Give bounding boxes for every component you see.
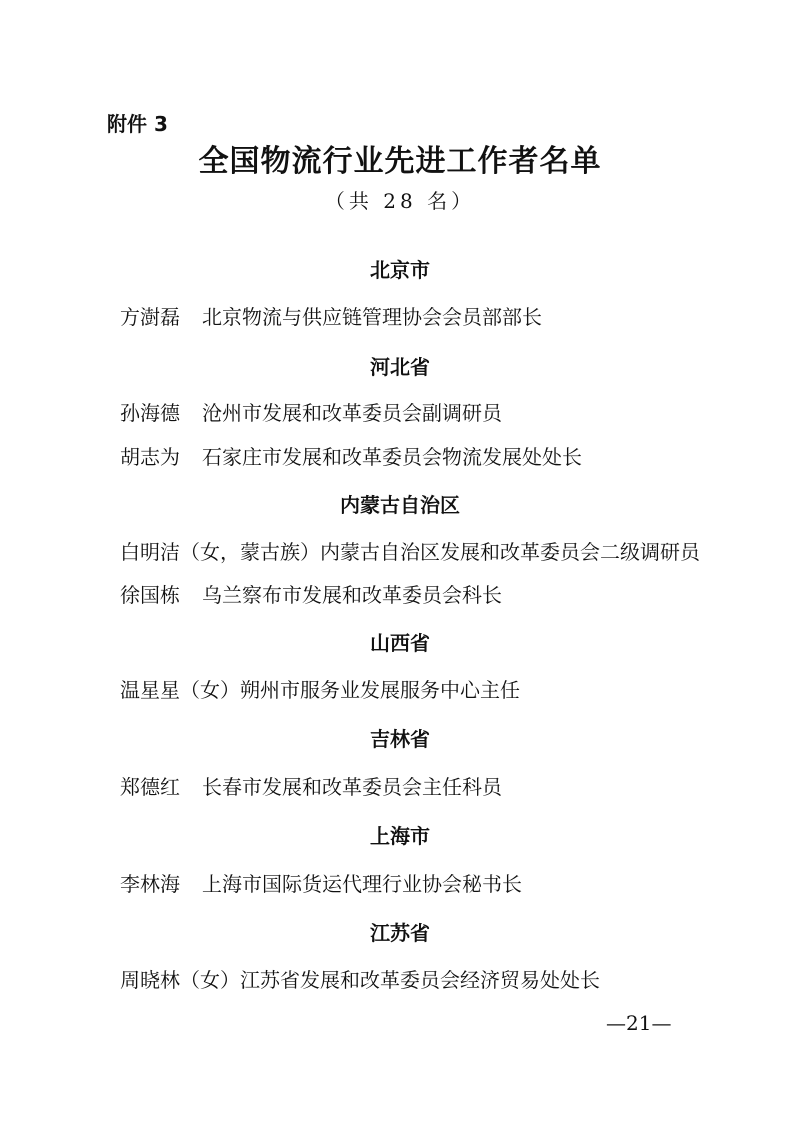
list-item — [120, 967, 780, 993]
list-item — [120, 539, 780, 565]
person-name: 方澍磊 — [120, 305, 180, 329]
person-name: 温星星（女） — [120, 678, 240, 702]
person-name: 徐国栋 — [120, 583, 180, 607]
person-title: 江苏省发展和改革委员会经济贸易处处长 — [240, 968, 600, 992]
region-heading-shanxi: 山西省 — [370, 631, 430, 655]
list-item — [120, 871, 780, 897]
person-title: 北京物流与供应链管理协会会员部部长 — [202, 305, 542, 329]
region-heading-shanghai: 上海市 — [370, 824, 430, 848]
region-heading-jiangsu: 江苏省 — [370, 921, 430, 945]
person-name: 周晓林（女） — [120, 968, 240, 992]
list-item — [120, 582, 780, 608]
person-title: 石家庄市发展和改革委员会物流发展处处长 — [202, 445, 582, 469]
person-title: 长春市发展和改革委员会主任科员 — [202, 775, 502, 799]
person-name: 李林海 — [120, 872, 180, 896]
person-name: 胡志为 — [120, 445, 180, 469]
page-number: —21— — [606, 1011, 672, 1035]
region-heading-hebei: 河北省 — [370, 355, 430, 379]
person-name: 郑德红 — [120, 775, 180, 799]
person-title: 朔州市服务业发展服务中心主任 — [240, 678, 520, 702]
region-heading-inner-mongolia: 内蒙古自治区 — [340, 493, 460, 517]
list-item — [120, 304, 780, 330]
page-subtitle: （共 28 名） — [324, 189, 476, 213]
list-item — [120, 444, 780, 470]
list-item — [120, 774, 780, 800]
person-name: 白明洁（女，蒙古族） — [120, 540, 320, 564]
attachment-label: 附件 3 — [107, 112, 168, 136]
list-item — [120, 677, 780, 703]
person-name: 孙海德 — [120, 401, 180, 425]
region-heading-beijing: 北京市 — [370, 258, 430, 282]
page-title: 全国物流行业先进工作者名单 — [198, 144, 602, 179]
person-title: 沧州市发展和改革委员会副调研员 — [202, 401, 502, 425]
list-item — [120, 400, 780, 426]
person-title: 乌兰察布市发展和改革委员会科长 — [202, 583, 502, 607]
person-title: 内蒙古自治区发展和改革委员会二级调研员 — [320, 540, 700, 564]
person-title: 上海市国际货运代理行业协会秘书长 — [202, 872, 522, 896]
region-heading-jilin: 吉林省 — [370, 727, 430, 751]
